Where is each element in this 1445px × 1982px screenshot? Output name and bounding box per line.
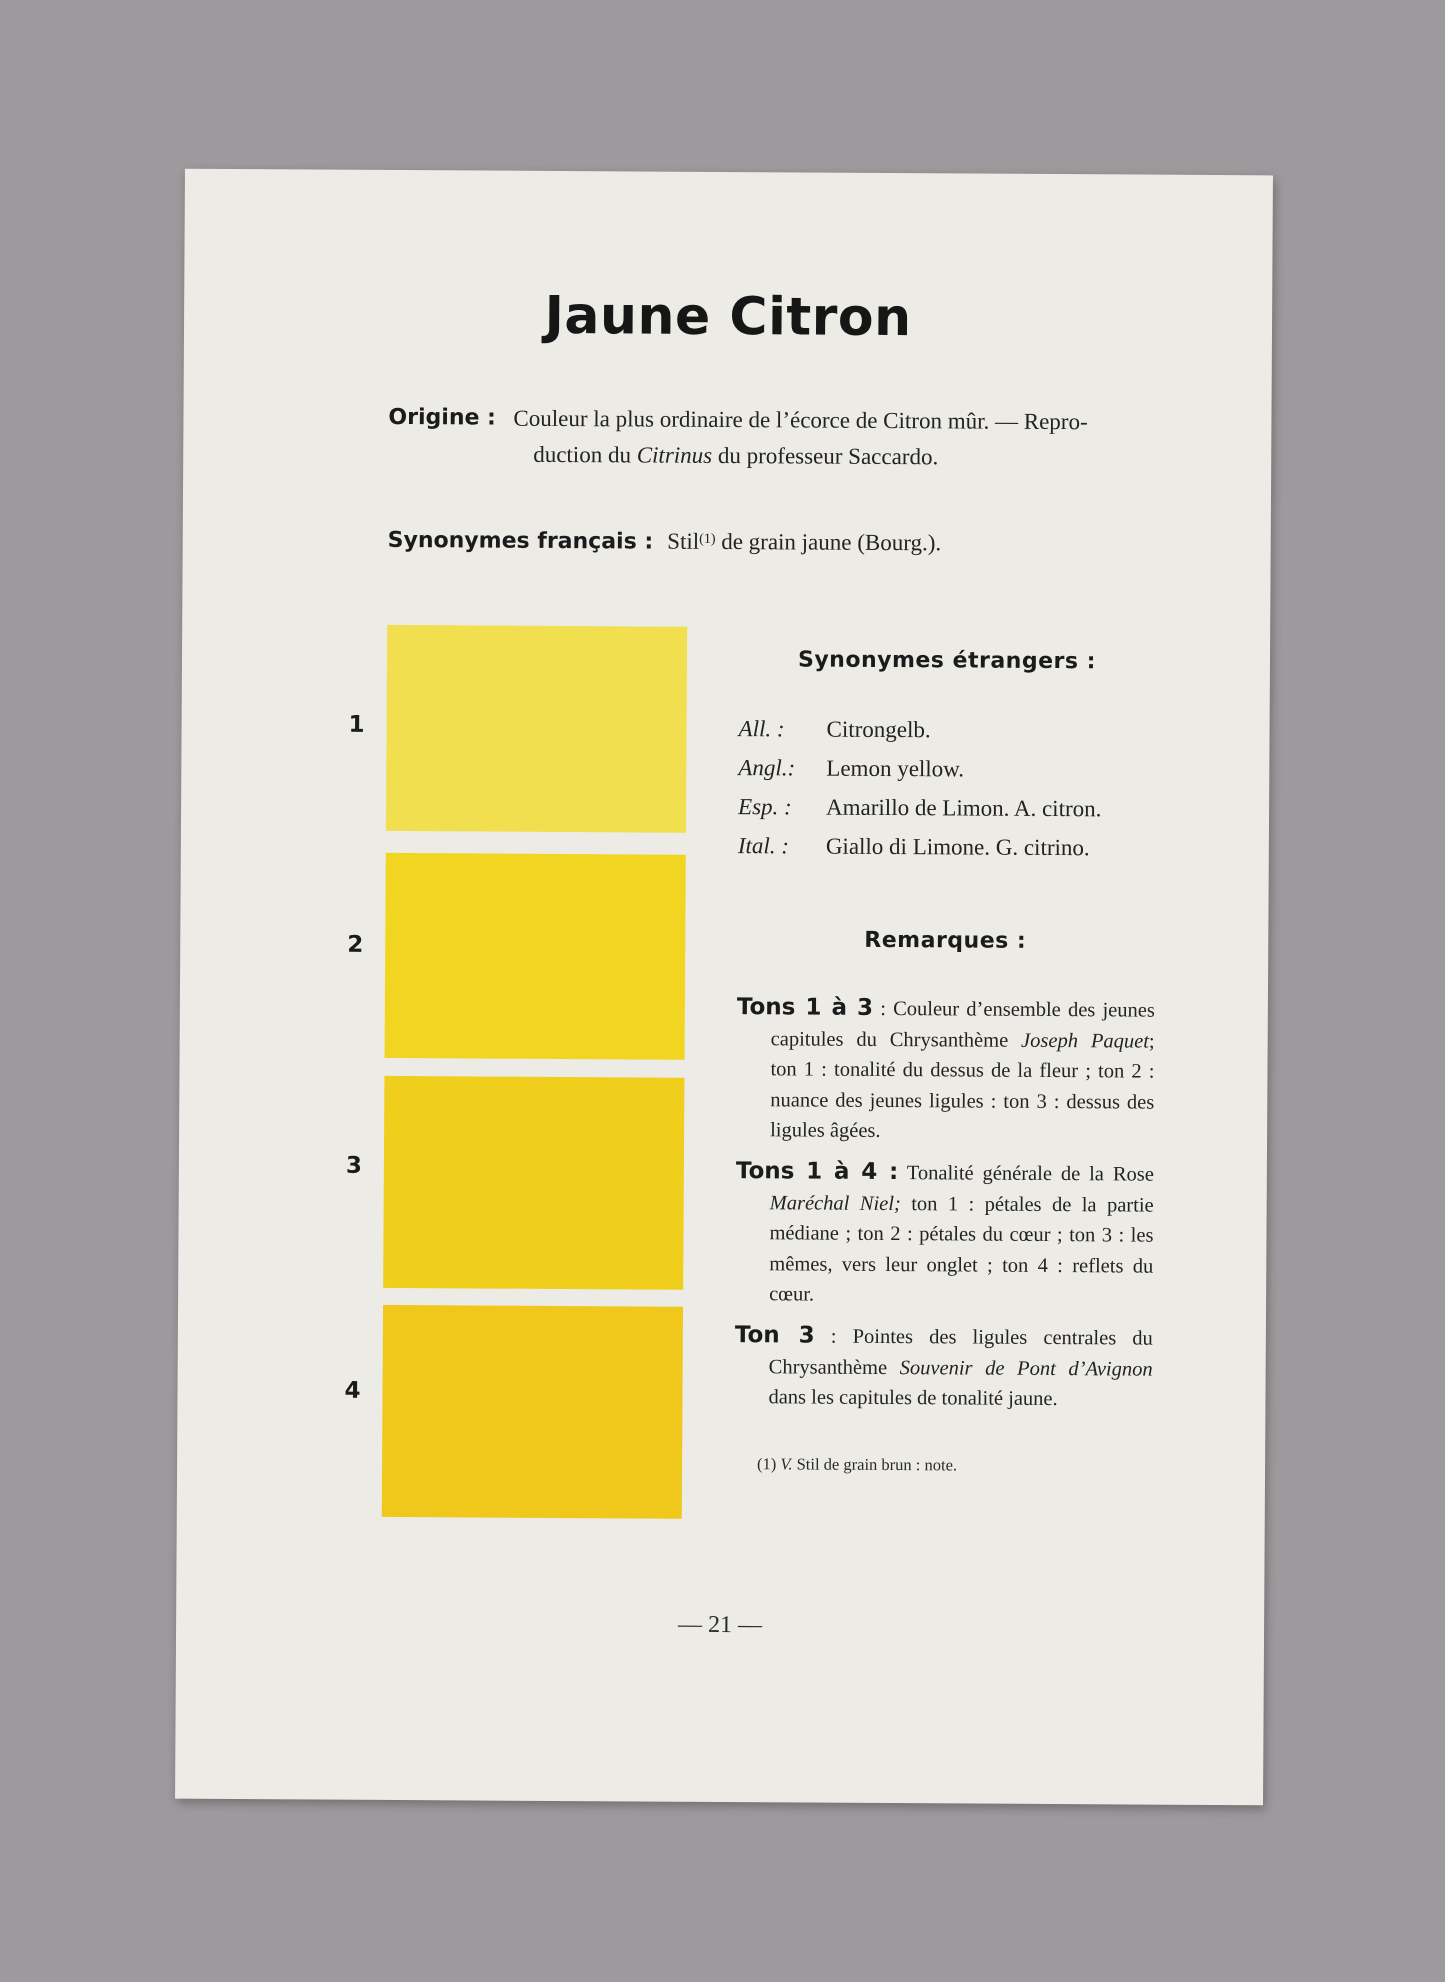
footnote-ref: (1)	[699, 531, 716, 547]
remark-1-label: Tons 1 à 3	[736, 994, 874, 1021]
remark-3-label: Ton 3	[734, 1322, 815, 1349]
remark-1-text-a: : Couleur d’ensemble des jeunes capitules du Chrysanthème	[770, 997, 1155, 1052]
remark-3-text-a: : Pointes des ligules centrales du Chrysanthème	[768, 1325, 1153, 1379]
origine-label: Origine :	[388, 404, 496, 431]
footnote	[757, 1454, 957, 1475]
footnote-text: Stil de grain brun : note.	[792, 1454, 958, 1475]
synonymes-francais-label: Synonymes français :	[387, 527, 654, 555]
remark-2-text-a: Tonalité générale de la Rose	[898, 1162, 1154, 1186]
color-swatch-2	[385, 853, 686, 1060]
origine-section	[388, 400, 1159, 470]
synonymes-francais-text-start: Stil	[667, 528, 700, 554]
synonymes-francais	[388, 520, 1168, 562]
swatch-number-3: 3	[345, 1152, 362, 1179]
synonym-language: Angl.:	[738, 755, 796, 781]
remark-3-italic: Souvenir de Pont d’Avignon	[899, 1356, 1153, 1381]
swatch-number-1: 1	[348, 711, 365, 738]
synonym-language: All. :	[738, 716, 785, 742]
swatch-number-4: 4	[344, 1377, 361, 1404]
origine-line2-start: duction du	[533, 441, 637, 468]
remark-2-italic: Maréchal Niel;	[769, 1191, 901, 1215]
page-number: — 21 —	[678, 1611, 763, 1639]
footnote-number: (1)	[757, 1454, 781, 1474]
synonymes-francais-text-end: de grain jaune (Bourg.).	[715, 528, 942, 556]
remark-3	[734, 1320, 1153, 1415]
color-swatch-3	[383, 1076, 684, 1290]
remarques-heading: Remarques :	[864, 927, 1027, 954]
color-swatch-1	[386, 625, 687, 833]
synonym-value: Citrongelb.	[826, 716, 931, 743]
footnote-italic: V.	[780, 1454, 793, 1474]
remark-2	[735, 1156, 1154, 1312]
page-sheet	[175, 169, 1273, 1806]
synonym-row	[737, 831, 1168, 861]
origine-line2	[533, 437, 1163, 476]
color-swatch-4	[382, 1305, 683, 1519]
synonym-row	[738, 714, 1169, 743]
remark-2-text-b: ton 1 : pétales de la partie médiane ; ton 2 : pétales du cœur ; ton 3 : les mêmes, vers leur onglet ; ton 4 : reflets du cœur.	[769, 1192, 1154, 1306]
origine-line2-italic: Citrinus	[636, 442, 713, 468]
remark-1	[736, 992, 1155, 1148]
synonymes-etrangers-heading: Synonymes étrangers :	[797, 647, 1097, 675]
synonym-value: Giallo di Limone. G. citrino.	[825, 833, 1090, 861]
synonym-value: Lemon yellow.	[826, 755, 965, 782]
synonym-language: Ital. :	[737, 833, 790, 859]
synonymes-francais-text	[667, 529, 941, 556]
remark-1-italic: Joseph Paquet	[1021, 1029, 1150, 1053]
origine-line2-end: du professeur Saccardo.	[712, 442, 939, 470]
remark-1-text-b: ; ton 1 : tonalité du dessus de la fleur ; ton 2 : nuance des jeunes ligules : ton 3 : dessus des ligules âgées.	[770, 1030, 1155, 1142]
synonym-language: Esp. :	[738, 794, 792, 820]
synonym-value: Amarillo de Limon. A. citron.	[826, 794, 1102, 822]
synonym-row	[738, 792, 1168, 822]
remark-2-label: Tons 1 à 4 :	[735, 1158, 899, 1186]
synonym-row	[738, 753, 1168, 782]
remark-3-text-b: dans les capitules de tonalité jaune.	[768, 1386, 1058, 1411]
swatch-number-2: 2	[347, 931, 364, 958]
origine-line1: Couleur la plus ordinaire de l’écorce de Citron mûr. — Repro-	[513, 405, 1088, 435]
page-title: Jaune Citron	[544, 285, 912, 349]
